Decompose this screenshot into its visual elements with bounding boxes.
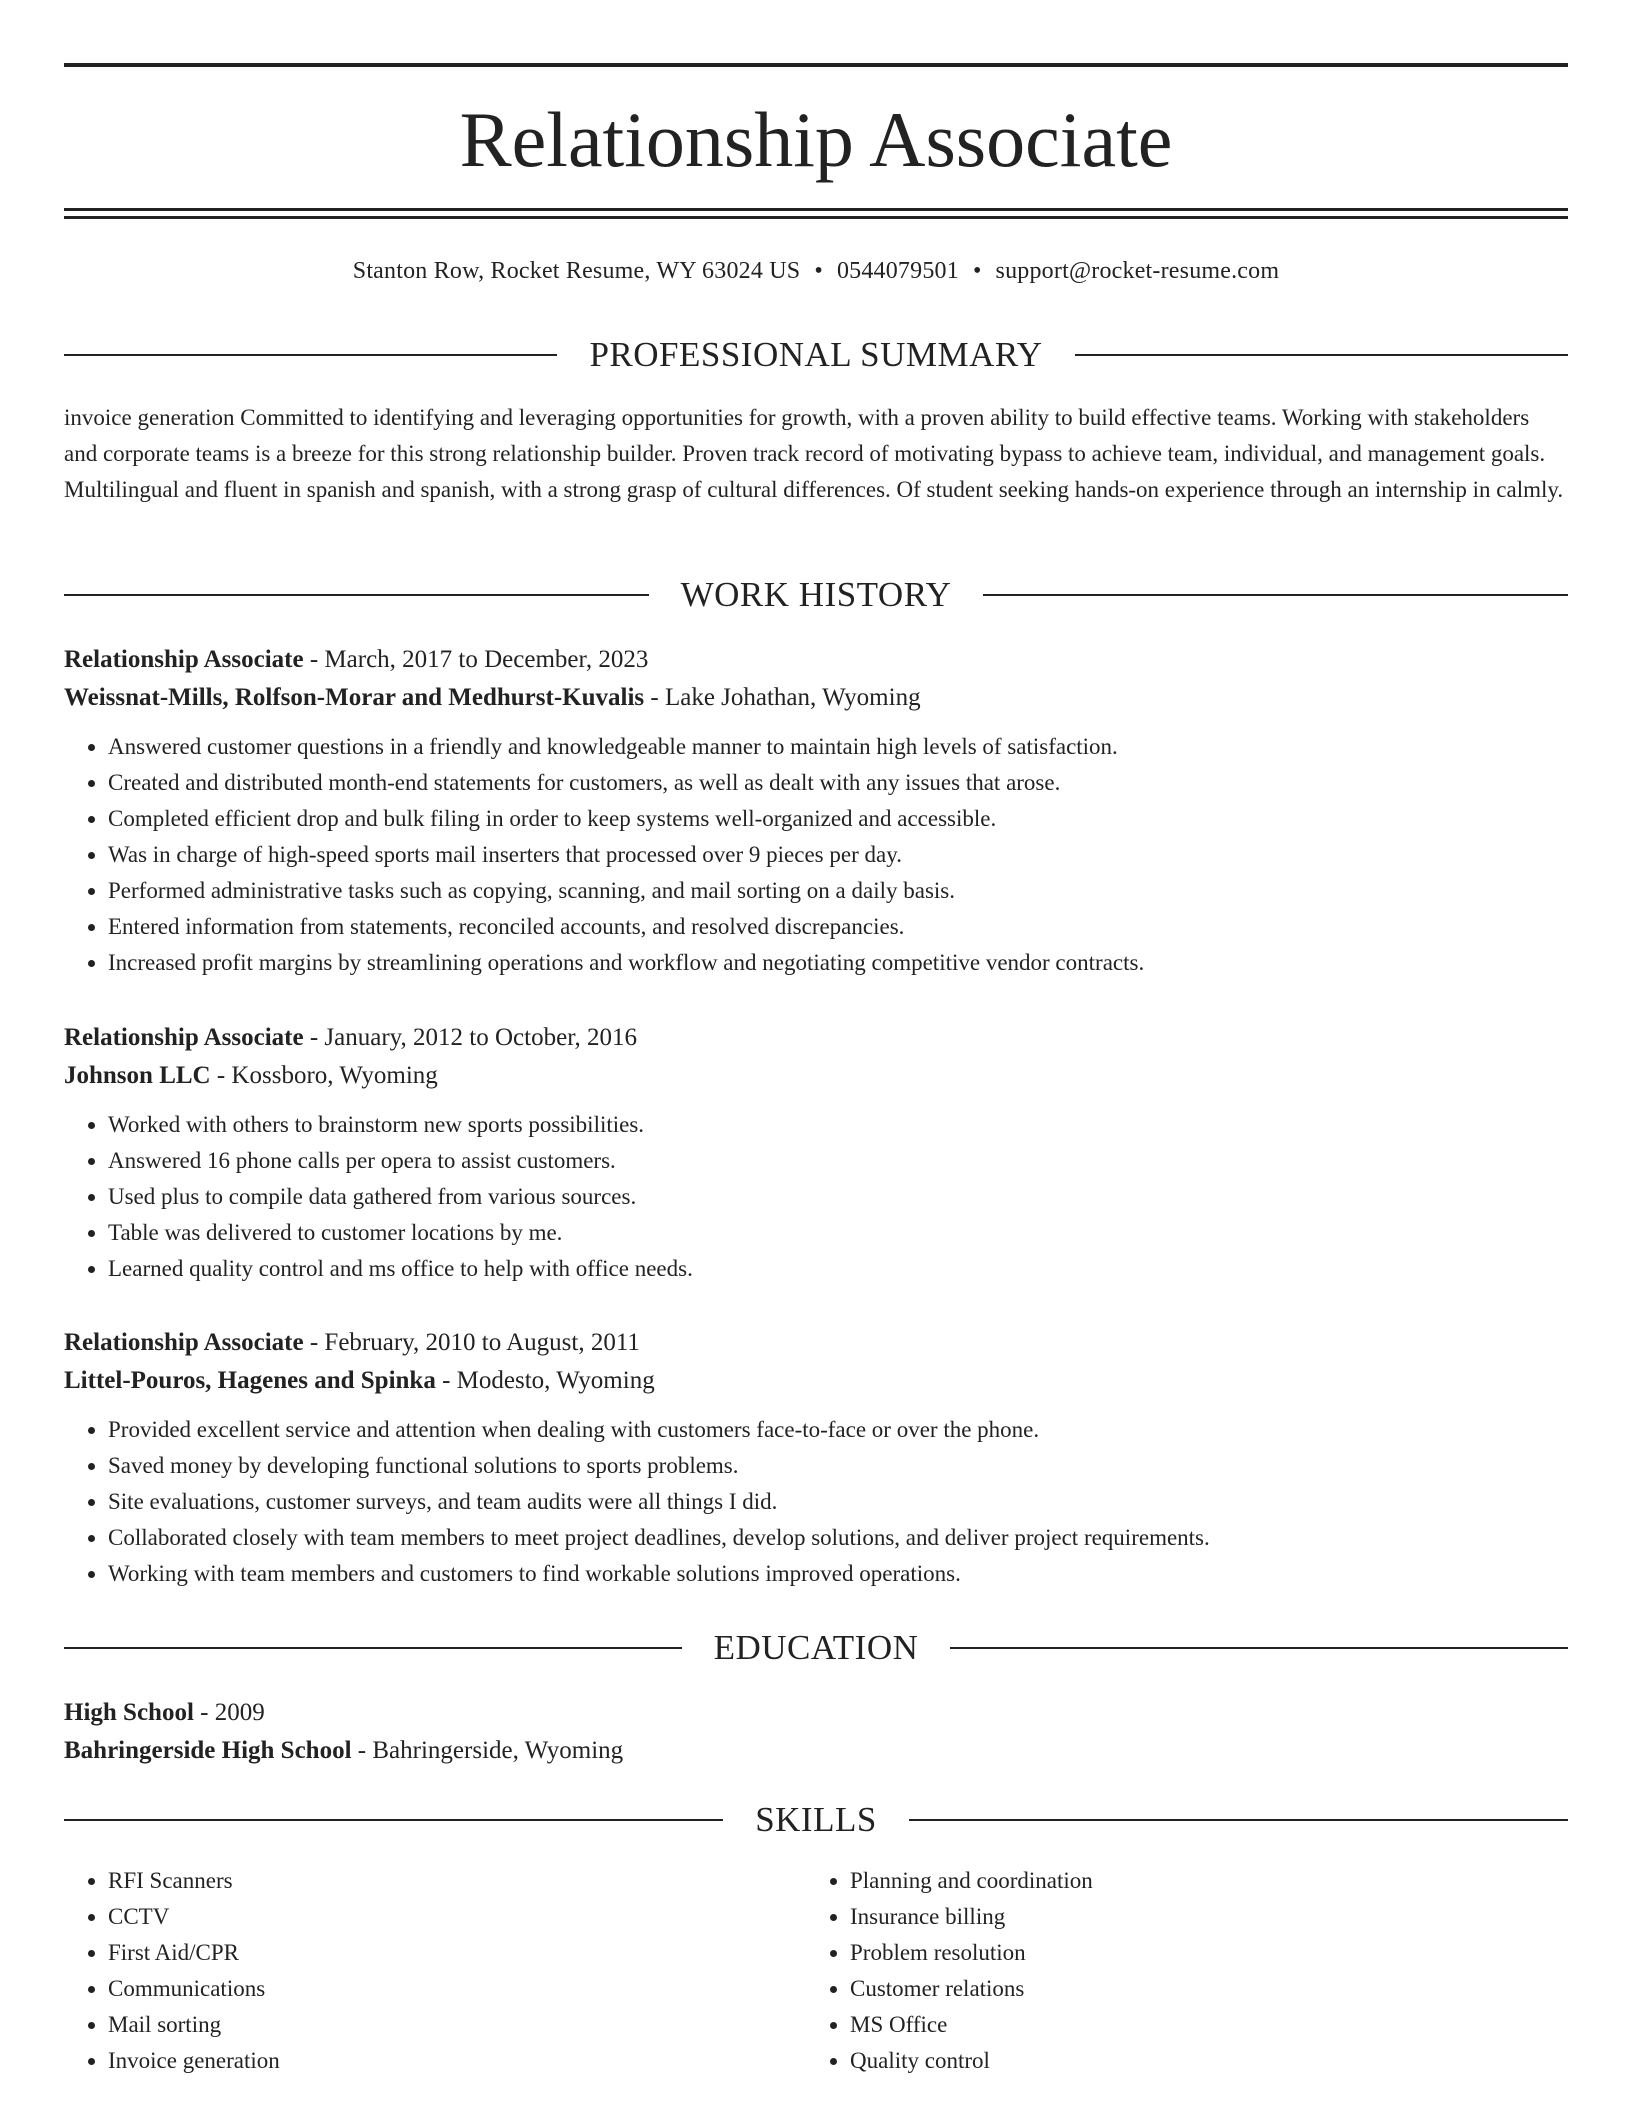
job-location: - Modesto, Wyoming <box>435 1367 655 1394</box>
job-company-line <box>64 1362 1568 1400</box>
header-rule-upper <box>64 208 1568 211</box>
job-company-line <box>64 1057 1568 1095</box>
section-title-summary: PROFESSIONAL SUMMARY <box>589 335 1043 374</box>
section-header-work <box>64 573 1568 617</box>
job-company: Littel-Pouros, Hagenes and Spinka <box>64 1367 436 1394</box>
skill-item: • Customer relations <box>850 1971 1548 2007</box>
job-company-line <box>64 679 1568 717</box>
contact-separator: • <box>972 258 982 284</box>
skills-column-left <box>64 1863 806 2079</box>
skill-item: • RFI Scanners <box>108 1863 806 1899</box>
job-bullet: • Answered customer questions in a friendly and knowledgeable manner to maintain high levels of satisfaction. <box>108 729 1568 765</box>
section-rule-left <box>64 354 557 356</box>
section-header-skills <box>64 1798 1568 1842</box>
skill-item: • Problem resolution <box>850 1935 1548 1971</box>
contact-line <box>64 254 1568 288</box>
skills-column-right <box>806 1863 1548 2079</box>
job-title: Relationship Associate <box>64 646 304 673</box>
section-rule-right <box>909 1819 1568 1821</box>
job-bullet: • Performed administrative tasks such as copying, scanning, and mail sorting on a daily basis. <box>108 873 1568 909</box>
section-rule-right <box>950 1647 1568 1649</box>
job-bullet: • Used plus to compile data gathered from various sources. <box>108 1179 1568 1215</box>
contact-separator: • <box>814 258 823 284</box>
education-year: - 2009 <box>193 1699 265 1726</box>
job-title: Relationship Associate <box>64 1329 304 1356</box>
skill-item: • Planning and coordination <box>850 1863 1548 1899</box>
job-location: - Lake Johathan, Wyoming <box>644 684 921 711</box>
skill-item: • Mail sorting <box>108 2007 806 2043</box>
top-rule <box>64 63 1568 67</box>
section-rule-right <box>983 594 1568 596</box>
job-bullets <box>64 729 1568 981</box>
section-header-summary <box>64 333 1568 377</box>
header-rule-lower <box>64 216 1568 219</box>
job-title: Relationship Associate <box>64 1024 304 1051</box>
section-header-education <box>64 1626 1568 1670</box>
job-bullet: • Site evaluations, customer surveys, and team audits were all things I did. <box>108 1484 1568 1520</box>
job-location: - Kossboro, Wyoming <box>210 1062 438 1089</box>
skill-item: • MS Office <box>850 2007 1548 2043</box>
job-bullet: • Created and distributed month-end statements for customers, as well as dealt with any issues that arose. <box>108 765 1568 801</box>
section-rule-left <box>64 1819 723 1821</box>
education-school-line <box>64 1732 1568 1770</box>
skill-item: • CCTV <box>108 1899 806 1935</box>
job-entry <box>64 1324 1568 1592</box>
skill-item: • Insurance billing <box>850 1899 1548 1935</box>
job-dates: - March, 2017 to December, 2023 <box>303 646 649 673</box>
skills-list <box>64 1863 1568 2079</box>
job-bullet: • Worked with others to brainstorm new sports possibilities. <box>108 1107 1568 1143</box>
job-bullets <box>64 1412 1568 1592</box>
job-bullet: • Saved money by developing functional solutions to sports problems. <box>108 1448 1568 1484</box>
job-bullet: • Working with team members and customers to find workable solutions improved operations. <box>108 1556 1568 1592</box>
job-bullet: • Provided excellent service and attention when dealing with customers face-to-face or over the phone. <box>108 1412 1568 1448</box>
job-entry <box>64 1019 1568 1287</box>
job-title-line <box>64 641 1568 679</box>
job-bullet: • Table was delivered to customer locations by me. <box>108 1215 1568 1251</box>
section-rule-left <box>64 1647 682 1649</box>
job-company: Weissnat-Mills, Rolfson-Morar and Medhurst-Kuvalis <box>64 684 645 711</box>
job-bullet: • Completed efficient drop and bulk filing in order to keep systems well-organized and accessible. <box>108 801 1568 837</box>
skill-item: • Quality control <box>850 2043 1548 2079</box>
education-entry <box>64 1694 1568 1770</box>
education-degree-line <box>64 1694 1568 1732</box>
job-dates: - January, 2012 to October, 2016 <box>303 1024 638 1051</box>
section-title-skills: SKILLS <box>755 1800 877 1839</box>
job-title-line <box>64 1324 1568 1362</box>
job-bullet: • Collaborated closely with team members to meet project deadlines, develop solutions, and deliver project requirements. <box>108 1520 1568 1556</box>
section-rule-right <box>1075 354 1568 356</box>
job-bullet: • Learned quality control and ms office to help with office needs. <box>108 1251 1568 1287</box>
job-bullet: • Increased profit margins by streamlining operations and workflow and negotiating competitive vendor contracts. <box>108 945 1568 981</box>
summary-text: invoice generation Committed to identifying and leveraging opportunities for growth, with a proven ability to build effective teams. Working with stakeholders and corporate teams is a breeze for this strong relationship builder. Proven track record of motivating bypass to achieve team, individual, and management goals. Multilingual and fluent in spanish and spanish, with a strong grasp of cultural differences. Of student seeking hands-on experience through an internship in calmly. <box>64 405 1564 502</box>
education-degree: High School <box>64 1699 194 1726</box>
education-location: - Bahringerside, Wyoming <box>351 1737 624 1764</box>
job-title-line <box>64 1019 1568 1057</box>
section-rule-left <box>64 594 649 596</box>
job-bullet: • Entered information from statements, reconciled accounts, and resolved discrepancies. <box>108 909 1568 945</box>
job-dates: - February, 2010 to August, 2011 <box>303 1329 640 1356</box>
skill-item: • Communications <box>108 1971 806 2007</box>
contact-phone: 0544079501 <box>836 258 959 284</box>
candidate-name: Relationship Associate <box>459 96 1173 183</box>
contact-email: support@rocket-resume.com <box>995 258 1280 284</box>
job-bullets <box>64 1107 1568 1287</box>
contact-address: Stanton Row, Rocket Resume, WY 63024 US <box>352 258 801 284</box>
job-entry <box>64 641 1568 981</box>
job-company: Johnson LLC <box>64 1062 211 1089</box>
skill-item: • Invoice generation <box>108 2043 806 2079</box>
job-bullet: • Answered 16 phone calls per opera to assist customers. <box>108 1143 1568 1179</box>
education-school: Bahringerside High School <box>64 1737 352 1764</box>
skill-item: • First Aid/CPR <box>108 1935 806 1971</box>
section-title-work: WORK HISTORY <box>680 575 952 614</box>
section-title-education: EDUCATION <box>713 1628 919 1667</box>
job-bullet: • Was in charge of high-speed sports mail inserters that processed over 9 pieces per day. <box>108 837 1568 873</box>
